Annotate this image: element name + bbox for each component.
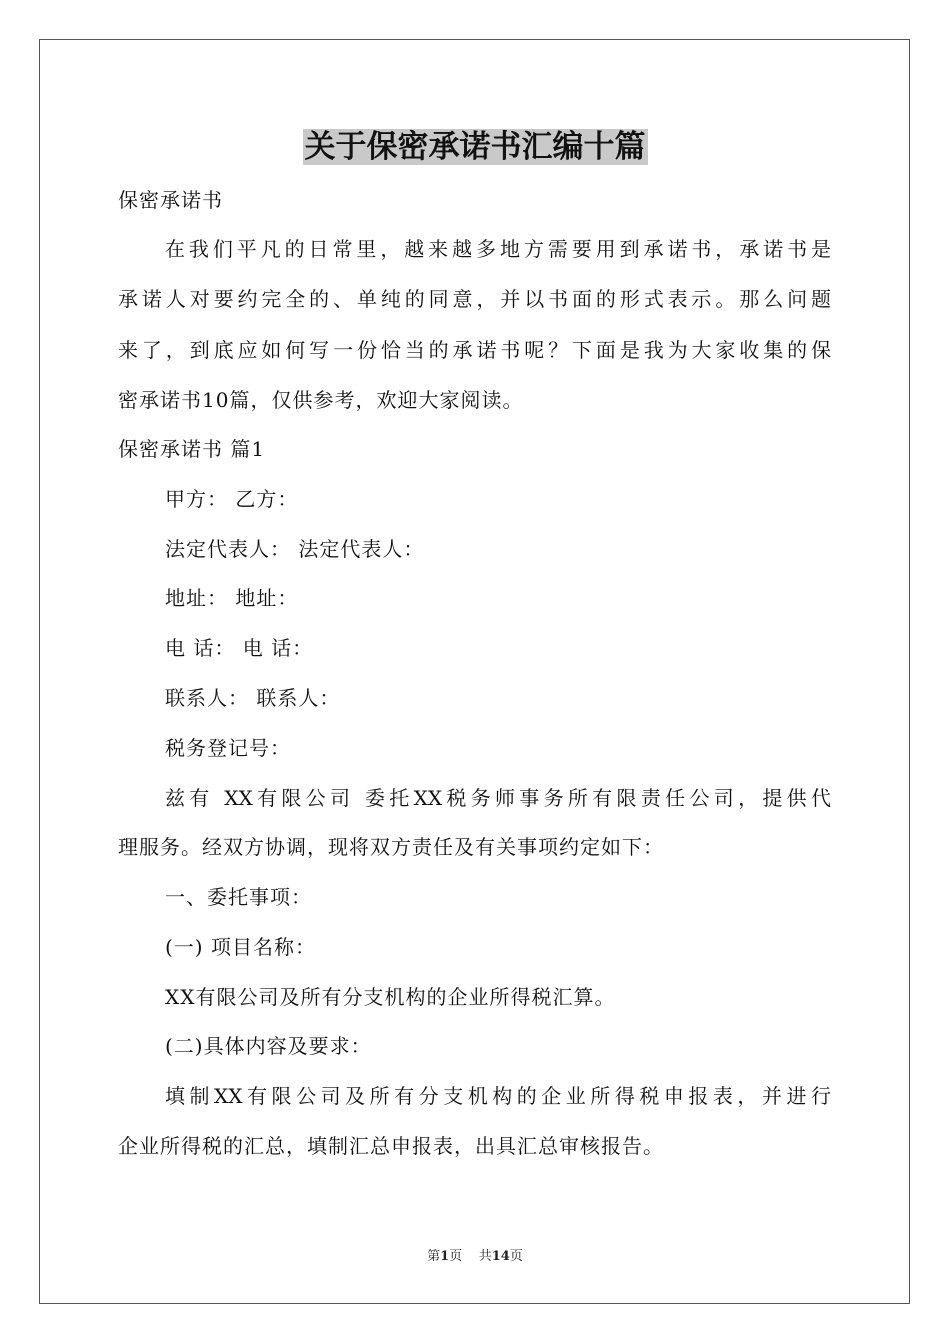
intro-line-2: 承诺人对要约完全的、单纯的同意，并以书面的形式表示。那么问题: [118, 287, 831, 311]
body-p2-line-2: 企业所得税的汇总，填制汇总申报表，出具汇总审核报告。: [118, 1134, 664, 1158]
item-1: 一、委托事项：: [165, 885, 312, 909]
field-address: 地址： 地址：: [165, 586, 299, 610]
body-p1-line-2: 理服务。经双方协调，现将双方责任及有关事项约定如下：: [118, 835, 664, 859]
item-1-1: (一) 项目名称：: [165, 935, 316, 959]
footer-total-pages: 14: [491, 1249, 510, 1264]
footer-prefix: 第: [427, 1249, 441, 1264]
body-p2-line-1: 填制XX有限公司及所有分支机构的企业所得税申报表，并进行: [165, 1084, 831, 1108]
footer-suffix: 页: [509, 1249, 523, 1264]
field-contact: 联系人： 联系人：: [165, 686, 341, 710]
title-text: 关于保密承诺书汇编十篇: [304, 129, 646, 165]
page-border: [39, 39, 910, 1304]
intro-line-4: 密承诺书10篇，仅供参考，欢迎大家阅读。: [118, 388, 524, 412]
item-1-1-text: XX有限公司及所有分支机构的企业所得税汇算。: [165, 985, 616, 1009]
item-1-2: (二)具体内容及要求：: [165, 1034, 372, 1058]
document-title: [0, 126, 950, 168]
field-legal-rep: 法定代表人： 法定代表人：: [165, 537, 425, 561]
intro-line-1: 在我们平凡的日常里，越来越多地方需要用到承诺书，承诺书是: [165, 237, 831, 261]
field-phone: 电 话： 电 话：: [165, 636, 314, 660]
intro-line-3: 来了，到底应如何写一份恰当的承诺书呢？下面是我为大家收集的保: [118, 338, 831, 362]
page-footer: [0, 1248, 950, 1266]
section-heading: 保密承诺书: [118, 188, 223, 212]
footer-current-page: 1: [440, 1249, 450, 1264]
footer-mid: 页 共: [449, 1249, 492, 1264]
body-p1-line-1: 兹有 XX有限公司 委托XX税务师事务所有限责任公司，提供代: [165, 786, 831, 810]
field-tax-reg: 税务登记号：: [165, 736, 291, 760]
field-party: 甲方： 乙方：: [165, 487, 299, 511]
article-heading: 保密承诺书 篇1: [118, 437, 266, 461]
